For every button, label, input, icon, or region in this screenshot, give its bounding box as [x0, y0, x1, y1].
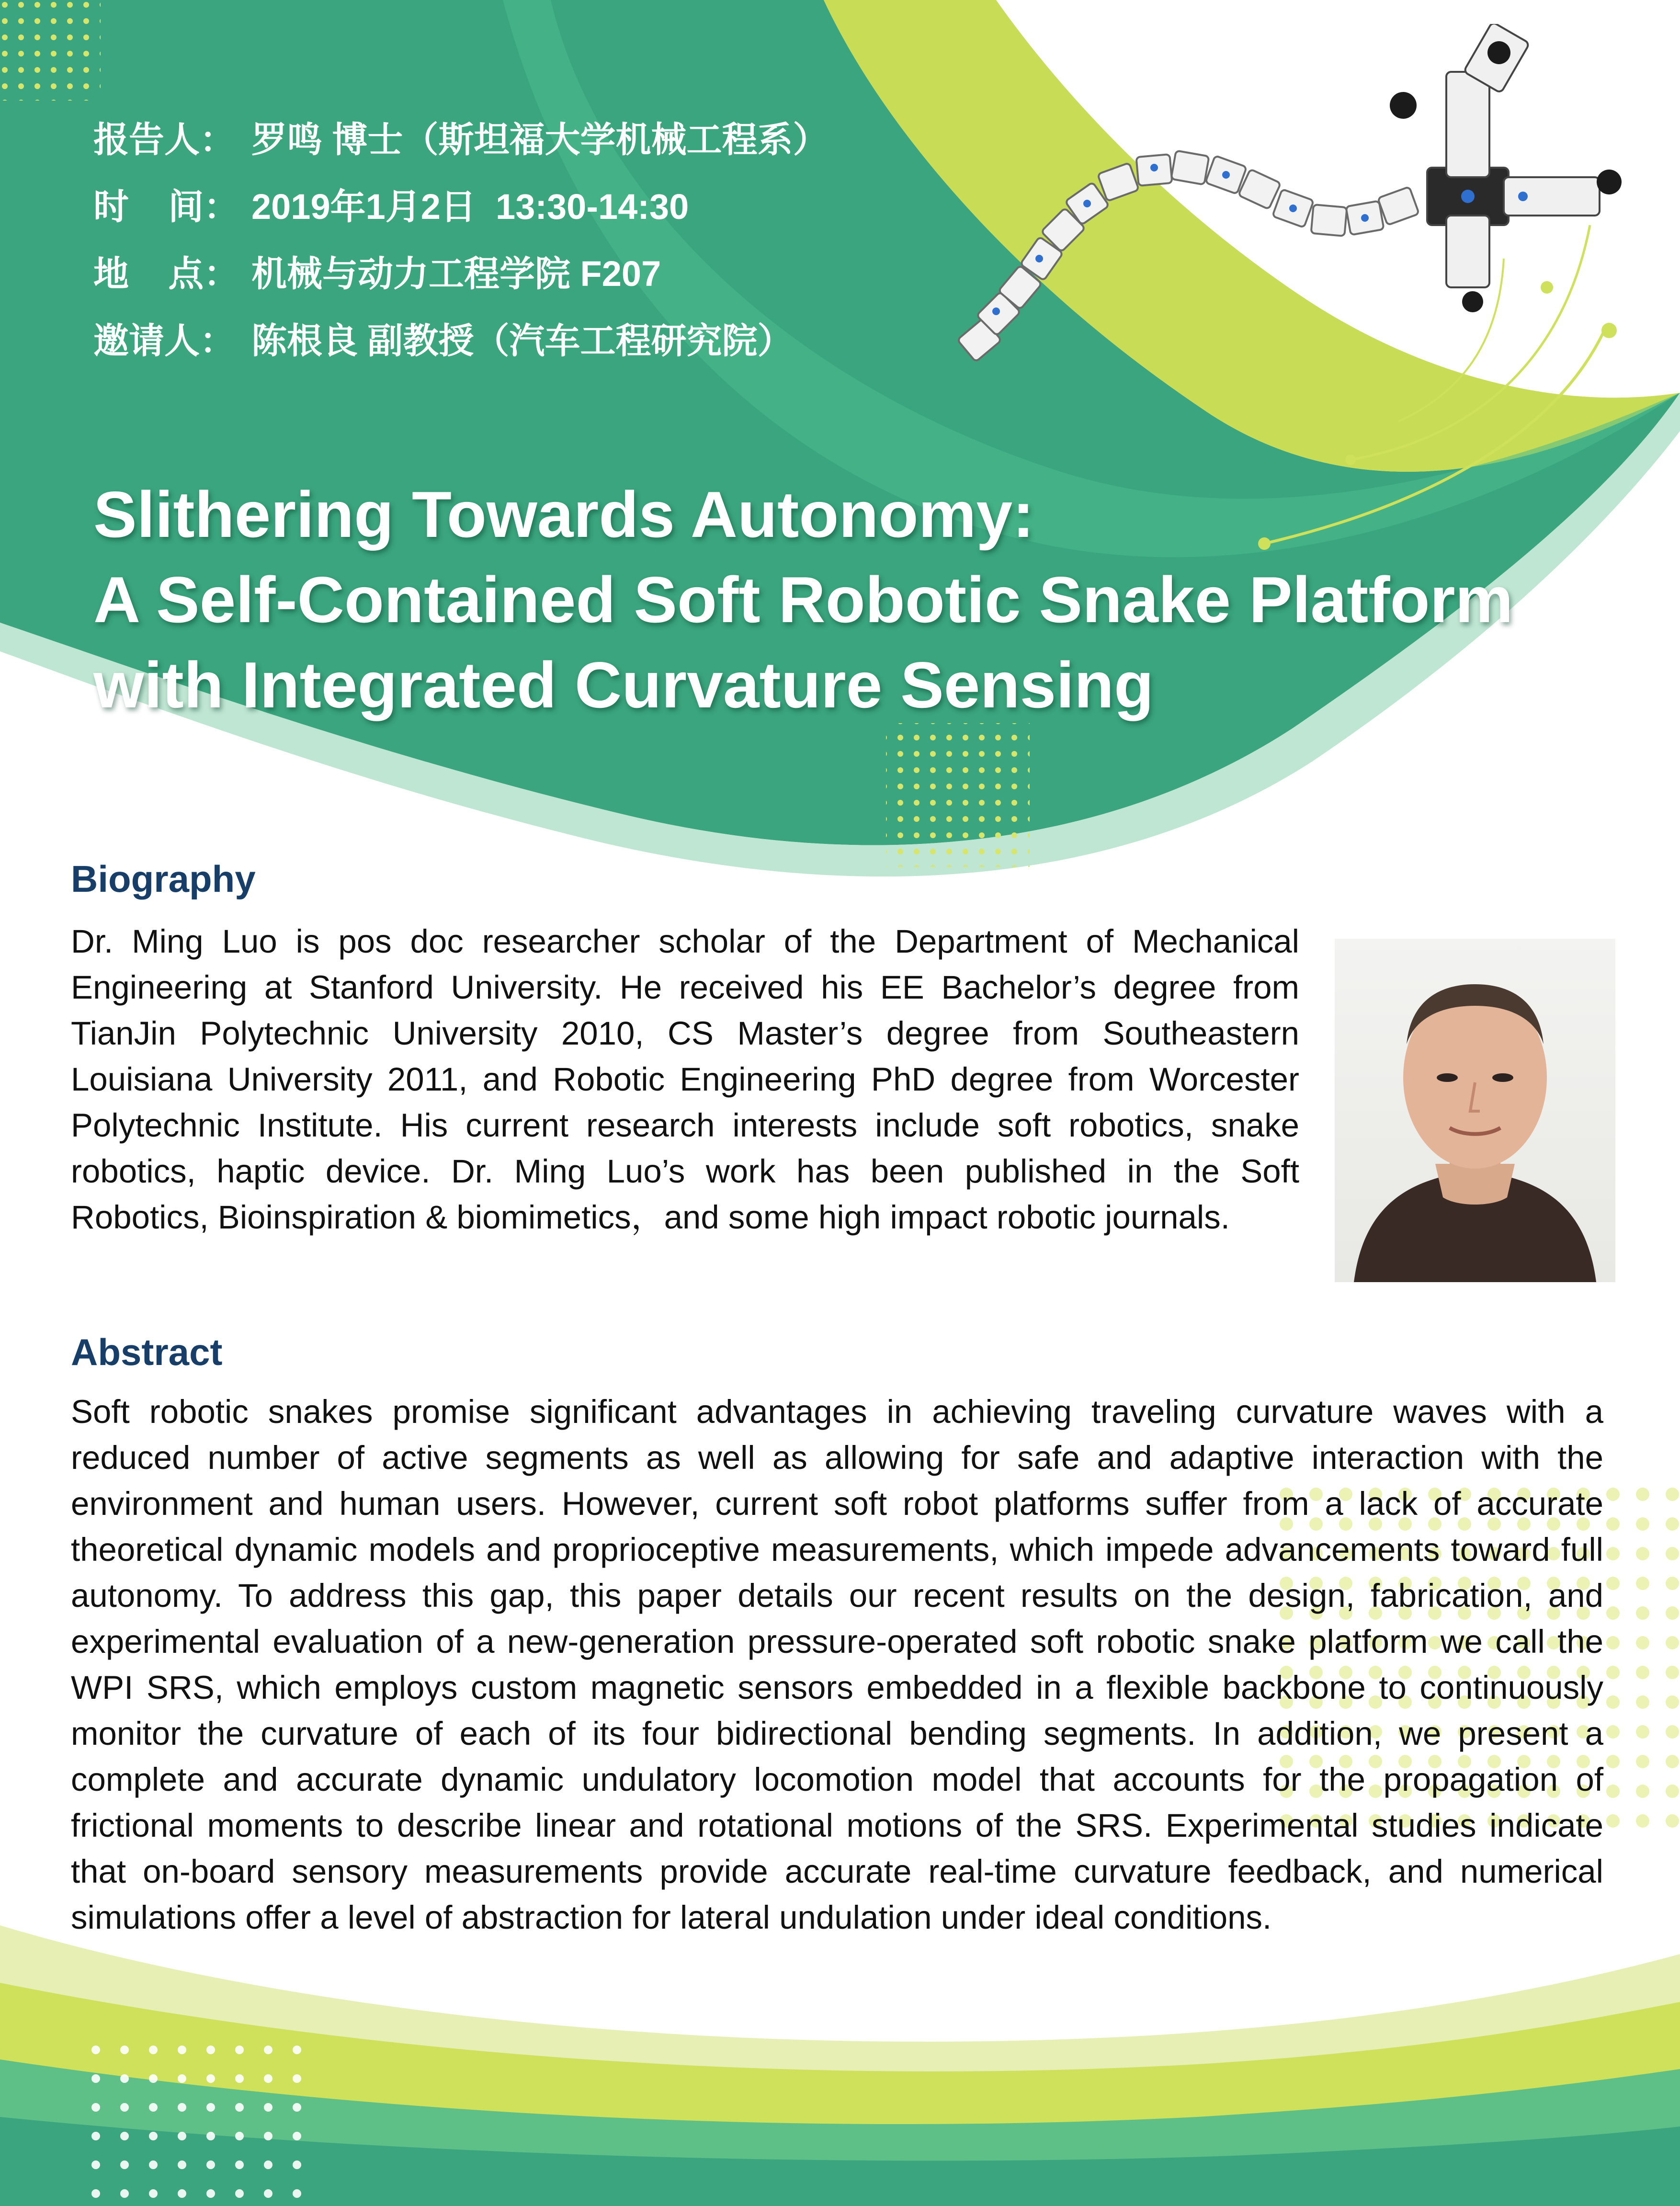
host-label: 邀请人： [93, 321, 235, 361]
speaker-value: 罗鸣 博士（斯坦福大学机械工程系） [251, 120, 829, 159]
robot-snake-icon [948, 24, 1667, 369]
talk-title [93, 472, 1626, 728]
place-row [93, 240, 829, 307]
speaker-photo [1335, 939, 1615, 1282]
host-value: 陈根良 副教授（汽车工程研究院） [251, 321, 793, 361]
abstract-text: Soft robotic snakes promise significant advantages in achieving traveling curvature waves with a reduced number of active segments as well as allowing for safe and adaptive interaction with the environment and human users. However, current soft robot platforms suffer from a lack of accurate theoretical dynamic models and proprioceptive measurements, which impede advancements toward full autonomy. To address this gap, this paper details our recent results on the design, fabrication, and experimental evaluation of a new-generation pressure-operated soft robotic snake platform we call the WPI SRS, which employs custom magnetic sensors embedded in a flexible backbone to continuously monitor the curvature of each of its four bidirectional bending segments. In addition, we present a complete and accurate dynamic undulatory locomotion model that accounts for the propagation of frictional moments to describe linear and rotational motions of the SRS. Experimental studies indicate that on-board sensory measurements provide accurate real-time curvature feedback, and numerical simulations offer a level of abstraction for lateral undulation under ideal conditions. [71, 1393, 1603, 1936]
title-line-2: A Self-Contained Soft Robotic Snake Platform [93, 563, 1513, 636]
event-info [93, 106, 829, 375]
title-line-1: Slithering Towards Autonomy: [93, 478, 1034, 551]
speaker-label: 报告人： [93, 120, 235, 159]
time-label: 时 间： [93, 187, 239, 227]
place-value: 机械与动力工程学院 F207 [251, 254, 661, 294]
title-line-3: with Integrated Curvature Sensing [93, 648, 1154, 721]
abstract-heading: Abstract [71, 1331, 223, 1373]
host-row [93, 307, 829, 375]
portrait-icon [1335, 939, 1615, 1282]
speaker-row [93, 106, 829, 173]
biography-text: Dr. Ming Luo is pos doc researcher scholar of the Department of Mechanical Engineering at Stanford University. He received his EE Bachelor’s degree from TianJin Polytechnic University 2010, CS Master’s degree from Southeastern Louisiana University 2011, and Robotic Engineering PhD degree from Worcester Polytechnic Institute. His current research interests include soft robotics, snake robotics, haptic device. Dr. Ming Luo’s work has been published in the Soft Robotics, Bioinspiration & biomimetics，and some high impact robotic journals. [71, 923, 1299, 1236]
place-label: 地 点： [93, 254, 239, 294]
time-value: 2019年1月2日 13:30-14:30 [251, 187, 689, 227]
time-row [93, 173, 829, 240]
biography-heading: Biography [71, 858, 256, 900]
